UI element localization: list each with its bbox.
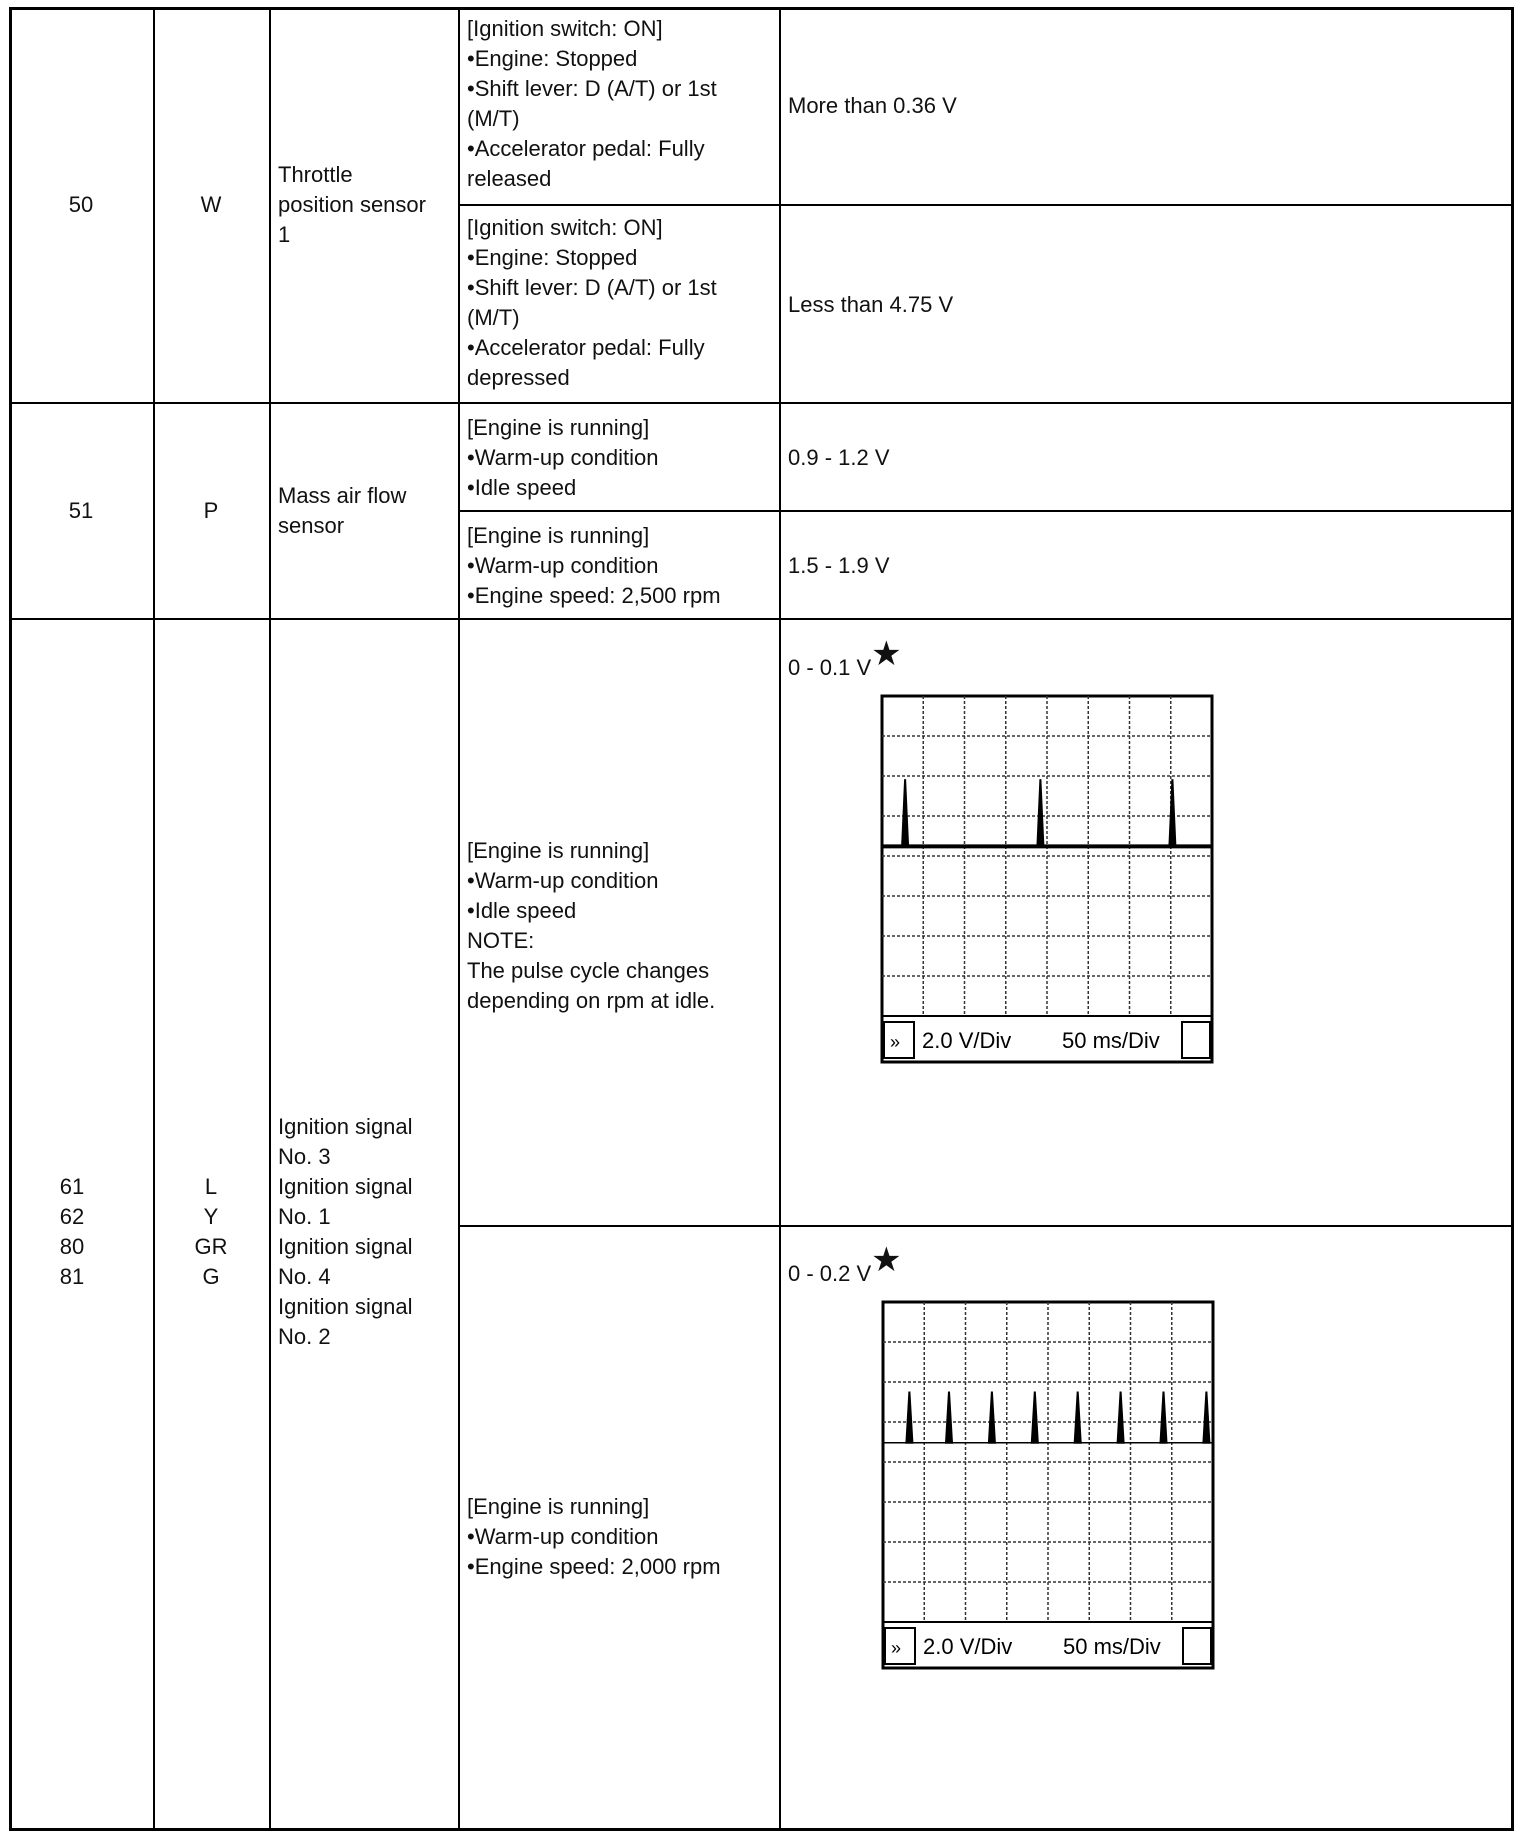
divider xyxy=(779,7,781,1831)
value-text: Less than 4.75 V xyxy=(788,292,954,317)
pin-number: 51 xyxy=(68,498,94,523)
item-name: Ignition signal No. 3 Ignition signal No. 1 Ignition signal No. 4 Ignition signal No. 2 xyxy=(278,1114,413,1349)
divider xyxy=(458,1225,1514,1227)
condition-text: [Ignition switch: ON] •Engine: Stopped •Shift lever: D (A/T) or 1st (M/T) •Accelerator pedal: Fully released xyxy=(467,16,717,191)
scope-menu-icon: » xyxy=(890,1032,901,1052)
star-icon: ★ xyxy=(871,635,902,673)
value-text: More than 0.36 V xyxy=(788,93,957,118)
scope-menu-icon: » xyxy=(891,1638,902,1658)
wire-color: P xyxy=(203,498,219,523)
item-name: Throttle position sensor 1 xyxy=(278,162,426,247)
condition-text: [Engine is running] •Warm-up condition •Engine speed: 2,000 rpm xyxy=(467,1494,721,1579)
pin-number: 50 xyxy=(68,192,94,217)
oscilloscope-waveform xyxy=(880,694,1214,1064)
volts-per-div: 2.0 V/Div xyxy=(923,1634,1013,1659)
value-text: 0.9 - 1.2 V xyxy=(788,445,890,470)
value-text: 1.5 - 1.9 V xyxy=(788,553,890,578)
condition-text: [Engine is running] •Warm-up condition •Idle speed NOTE: The pulse cycle changes depending on rpm at idle. xyxy=(467,838,716,1013)
condition-text: [Engine is running] •Warm-up condition •Idle speed xyxy=(467,415,659,500)
divider xyxy=(9,618,1514,620)
time-per-div: 50 ms/Div xyxy=(1062,1028,1160,1053)
divider xyxy=(269,7,271,1831)
volts-per-div: 2.0 V/Div xyxy=(922,1028,1012,1053)
condition-text: [Engine is running] •Warm-up condition •Engine speed: 2,500 rpm xyxy=(467,523,721,608)
wire-color: L Y GR G xyxy=(194,1174,228,1289)
divider xyxy=(458,7,460,1831)
value-text: 0 - 0.1 V★ xyxy=(788,635,902,680)
scope-side-button xyxy=(1182,1022,1210,1058)
divider xyxy=(458,204,1514,206)
wire-color: W xyxy=(200,192,222,217)
pin-number: 61 62 80 81 xyxy=(59,1174,85,1289)
divider xyxy=(9,402,1514,404)
time-per-div: 50 ms/Div xyxy=(1063,1634,1161,1659)
divider xyxy=(153,7,155,1831)
divider xyxy=(458,510,1514,512)
item-name: Mass air flow sensor xyxy=(278,483,407,538)
value-text: 0 - 0.2 V★ xyxy=(788,1241,902,1286)
condition-text: [Ignition switch: ON] •Engine: Stopped •Shift lever: D (A/T) or 1st (M/T) •Accelerator pedal: Fully depressed xyxy=(467,215,717,390)
scope-side-button xyxy=(1183,1628,1211,1664)
oscilloscope-waveform xyxy=(881,1300,1215,1670)
star-icon: ★ xyxy=(871,1241,902,1279)
